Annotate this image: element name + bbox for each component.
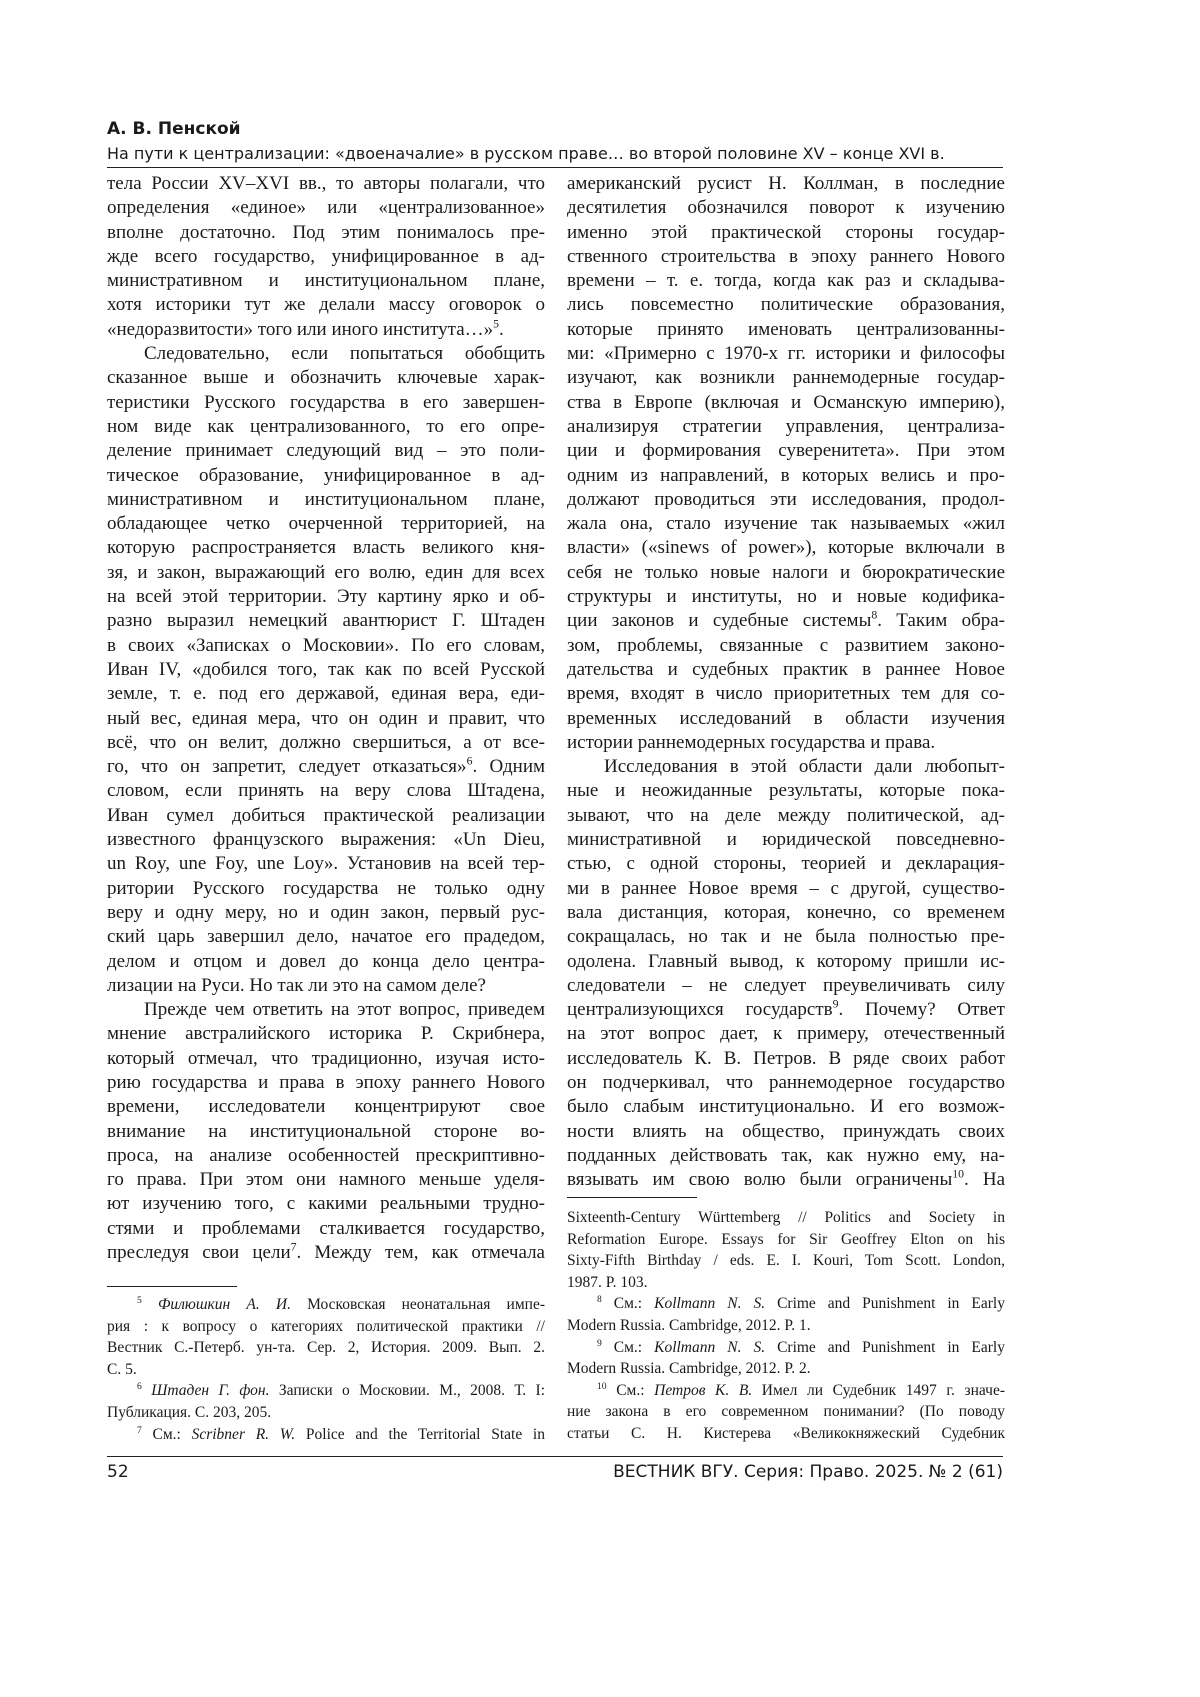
text-line: ный вес, единая мера, что он один и правит, что <box>107 707 545 731</box>
text-line: времени – т. е. тогда, когда как раз и складыва- <box>567 269 1005 293</box>
text-line: должают проводиться эти исследования, продол- <box>567 488 1005 512</box>
left-column <box>107 172 545 1265</box>
text-line: лись повсеместно политические образования, <box>567 293 1005 317</box>
text-line: жде всего государство, унифицированное в ад- <box>107 245 545 269</box>
text-line: на всей этой территории. Эту картину ярко и об- <box>107 585 545 609</box>
text-line: мнение австралийского историка Р. Скрибнера, <box>107 1022 545 1046</box>
text-line: зывают, что на деле между политической, ад- <box>567 804 1005 828</box>
text-line: Исследования в этой области дали любопыт- <box>567 755 1005 779</box>
text-line: в своих «Записках о Московии». По его словам, <box>107 634 545 658</box>
text-line: 1987. P. 103. <box>567 1272 1005 1294</box>
text-line: ном виде как централизованного, то его опре- <box>107 415 545 439</box>
text-line: Прежде чем ответить на этот вопрос, приведем <box>107 998 545 1022</box>
italic-author: Петров К. В. <box>654 1382 752 1399</box>
text-line: жала она, стало изучение так называемых «жил <box>567 512 1005 536</box>
text-line: стью, с одной стороны, теорией и декларация- <box>567 852 1005 876</box>
text-line: деление принимает следующий вид – это поли- <box>107 439 545 463</box>
text-line: себя не только новые налоги и бюрократические <box>567 561 1005 585</box>
text-line: го права. При этом они намного меньше уделя- <box>107 1168 545 1192</box>
text-line: зом, проблемы, связанные с развитием законо- <box>567 634 1005 658</box>
text-line: 8 См.: Kollmann N. S. Crime and Punishment in Early <box>567 1293 1005 1315</box>
article-running-title: На пути к централизации: «двоеначалие» в русском праве… во второй половине XV – конце XVI в. <box>107 144 945 163</box>
text-line: рию государства и права в эпоху раннего Нового <box>107 1071 545 1095</box>
text-line: вала дистанция, которая, конечно, со временем <box>567 901 1005 925</box>
text-line: тическое образование, унифицированное в ад- <box>107 464 545 488</box>
text-line: власти» («sinews of power»), которые включали в <box>567 536 1005 560</box>
text-line: го, что он запретит, следует отказаться»6. Одним <box>107 755 545 779</box>
text-line: министративном и институциональном плане, <box>107 488 545 512</box>
text-line: одним из направлений, в которых велись и про- <box>567 464 1005 488</box>
text-line: время, входят в число приоритетных тем для со- <box>567 682 1005 706</box>
text-line: 5 Филюшкин А. И. Московская неонатальная импе- <box>107 1294 545 1316</box>
text-line: 7 См.: Scribner R. W. Police and the Territorial State in <box>107 1424 545 1446</box>
text-line: обладающее четко очерченной территорией, на <box>107 512 545 536</box>
right-column <box>567 172 1005 1192</box>
text-line: изучают, как возникли раннемодерные государ- <box>567 366 1005 390</box>
text-line: следователи – не следует преувеличивать силу <box>567 974 1005 998</box>
text-line: вязывать им свою волю были ограничены10. На <box>567 1168 1005 1192</box>
text-line: Следовательно, если попытаться обобщить <box>107 342 545 366</box>
text-line: ми: «Примерно с 1970-х гг. историки и философы <box>567 342 1005 366</box>
text-line: внимание на институциональной стороне во- <box>107 1120 545 1144</box>
text-line: Иван сумел добиться практической реализации <box>107 804 545 828</box>
text-line: всё, что он велит, должно свершиться, а от все- <box>107 731 545 755</box>
text-line: сказанное выше и обозначить ключевые харак- <box>107 366 545 390</box>
text-line: временных исследований в области изучения <box>567 707 1005 731</box>
footnote-ref: 9 <box>833 998 839 1011</box>
text-line: министративной и юридической повседневно- <box>567 828 1005 852</box>
text-line: рия : к вопросу о категориях политической практики // <box>107 1316 545 1338</box>
text-line: было слабым институционально. И его возмож- <box>567 1095 1005 1119</box>
text-line: которую распространяется власть великого кня- <box>107 536 545 560</box>
text-line: зя, и закон, выражающий его волю, един для всех <box>107 561 545 585</box>
text-line: американский русист Н. Коллман, в последние <box>567 172 1005 196</box>
text-line: ют изучению того, с какими реальными трудно- <box>107 1192 545 1216</box>
text-line: дательства и судебных практик в раннее Новое <box>567 658 1005 682</box>
text-line: десятилетия обозначился поворот к изучению <box>567 196 1005 220</box>
text-line: времени, исследователи концентрируют свое <box>107 1095 545 1119</box>
text-line: хотя историки тут же делали массу оговорок о <box>107 293 545 317</box>
text-line: веру и одну меру, но и один закон, первый рус- <box>107 901 545 925</box>
text-line: Иван IV, «добился того, так как по всей Русской <box>107 658 545 682</box>
text-line: стями и проблемами сталкивается государство, <box>107 1217 545 1241</box>
footnote-ref: 7 <box>137 1424 142 1435</box>
text-line: именно этой практической стороны государ- <box>567 221 1005 245</box>
footnote-ref: 6 <box>467 755 473 768</box>
text-line: определения «единое» или «централизованное» <box>107 196 545 220</box>
text-line: Reformation Europe. Essays for Sir Geoffrey Elton on his <box>567 1229 1005 1251</box>
footnote-ref: 7 <box>291 1241 297 1254</box>
right-footnotes <box>567 1207 1005 1445</box>
text-line: он подчеркивал, что раннемодерное государство <box>567 1071 1005 1095</box>
text-line: подданных действовать так, как нужно ему, на- <box>567 1144 1005 1168</box>
text-line: Modern Russia. Cambridge, 2012. P. 1. <box>567 1315 1005 1337</box>
text-line: Публикация. С. 203, 205. <box>107 1402 545 1424</box>
text-line: анализируя стратегии управления, централиза- <box>567 415 1005 439</box>
text-line: un Roy, une Foy, une Loy». Установив на всей тер- <box>107 852 545 876</box>
footnote-ref: 5 <box>137 1295 142 1306</box>
text-line: истории раннемодерных государства и права. <box>567 731 1005 755</box>
text-line: Вестник С.-Петерб. ун-та. Сер. 2, История. 2009. Вып. 2. <box>107 1337 545 1359</box>
text-line: сокращалась, но так и не была полностью пре- <box>567 925 1005 949</box>
footnote-ref: 9 <box>597 1337 602 1348</box>
text-line: Modern Russia. Cambridge, 2012. P. 2. <box>567 1358 1005 1380</box>
text-line: ности влиять на общество, принуждать своих <box>567 1120 1005 1144</box>
footnote-separator <box>107 1286 237 1287</box>
text-line: лизации на Руси. Но так ли это на самом деле? <box>107 974 545 998</box>
italic-author: Kollmann N. S. <box>654 1339 765 1356</box>
text-line: делом и отцом и довел до конца дело центра- <box>107 950 545 974</box>
text-line: ми в раннее Новое время – с другой, существо- <box>567 877 1005 901</box>
text-line: на этот вопрос дает, к примеру, отечественный <box>567 1022 1005 1046</box>
header-rule <box>107 167 1003 168</box>
page-number: 52 <box>107 1462 129 1482</box>
text-line: проса, на анализе особенностей прескриптивно- <box>107 1144 545 1168</box>
text-line: вполне достаточно. Под этим понималось пре- <box>107 221 545 245</box>
text-line: исследователь К. В. Петров. В ряде своих работ <box>567 1047 1005 1071</box>
text-line: министративном и институциональном плане, <box>107 269 545 293</box>
text-line: ритории Русского государства не только одну <box>107 877 545 901</box>
text-line: разно выразил немецкий авантюрист Г. Штаден <box>107 609 545 633</box>
text-line: словом, если принять на веру слова Штадена, <box>107 779 545 803</box>
text-line: 10 См.: Петров К. В. Имел ли Судебник 1497 г. значе- <box>567 1380 1005 1402</box>
text-line: одолена. Главный вывод, к которому пришли ис- <box>567 950 1005 974</box>
text-line: который отмечал, что традиционно, изучая исто- <box>107 1047 545 1071</box>
text-line: теристики Русского государства в его завершен- <box>107 391 545 415</box>
footnote-ref: 10 <box>952 1168 964 1181</box>
text-line: ства в Европе (включая и Османскую империю), <box>567 391 1005 415</box>
text-line: известного французского выражения: «Un Dieu, <box>107 828 545 852</box>
footnote-separator <box>567 1197 697 1198</box>
text-line: С. 5. <box>107 1359 545 1381</box>
text-line: ственного строительства в эпоху раннего Нового <box>567 245 1005 269</box>
footnote-ref: 10 <box>597 1381 607 1392</box>
italic-author: Kollmann N. S. <box>654 1295 765 1312</box>
text-line: централизующихся государств9. Почему? Ответ <box>567 998 1005 1022</box>
text-line: 6 Штаден Г. фон. Записки о Московии. М., 2008. Т. I: <box>107 1380 545 1402</box>
text-line: земле, т. е. под его державой, единая вера, еди- <box>107 682 545 706</box>
footnote-ref: 6 <box>137 1381 142 1392</box>
article-author: А. В. Пенской <box>107 119 241 139</box>
footer-rule <box>107 1456 1003 1457</box>
footnote-ref: 5 <box>493 317 499 330</box>
text-line: ные и неожиданные результаты, которые пока- <box>567 779 1005 803</box>
text-line: ский царь завершил дело, начатое его прадедом, <box>107 925 545 949</box>
journal-citation: ВЕСТНИК ВГУ. Серия: Право. 2025. № 2 (61) <box>613 1462 1003 1482</box>
italic-author: Scribner R. W. <box>192 1426 296 1443</box>
text-line: Sixty-Fifth Birthday / eds. E. I. Kouri, Tom Scott. London, <box>567 1250 1005 1272</box>
text-line: ние закона в его современном понимании? (По поводу <box>567 1401 1005 1423</box>
italic-author: Штаден Г. фон. <box>151 1382 269 1399</box>
left-footnotes <box>107 1294 545 1445</box>
italic-author: Филюшкин А. И. <box>158 1296 291 1313</box>
footnote-ref: 8 <box>597 1294 602 1305</box>
text-line: которые принято именовать централизованны- <box>567 318 1005 342</box>
text-line: «недоразвитости» того или иного института…»5. <box>107 318 545 342</box>
text-line: ции и формирования суверенитета». При этом <box>567 439 1005 463</box>
text-line: преследуя свои цели7. Между тем, как отмечала <box>107 1241 545 1265</box>
text-line: статьи С. Н. Кистерева «Великокняжеский Судебник <box>567 1423 1005 1445</box>
footnote-ref: 8 <box>871 609 877 622</box>
text-line: 9 См.: Kollmann N. S. Crime and Punishment in Early <box>567 1337 1005 1359</box>
text-line: тела России XV–XVI вв., то авторы полагали, что <box>107 172 545 196</box>
text-line: структуры и институты, но и новые кодифика- <box>567 585 1005 609</box>
text-line: ции законов и судебные системы8. Таким обра- <box>567 609 1005 633</box>
text-line: Sixteenth-Century Württemberg // Politics and Society in <box>567 1207 1005 1229</box>
